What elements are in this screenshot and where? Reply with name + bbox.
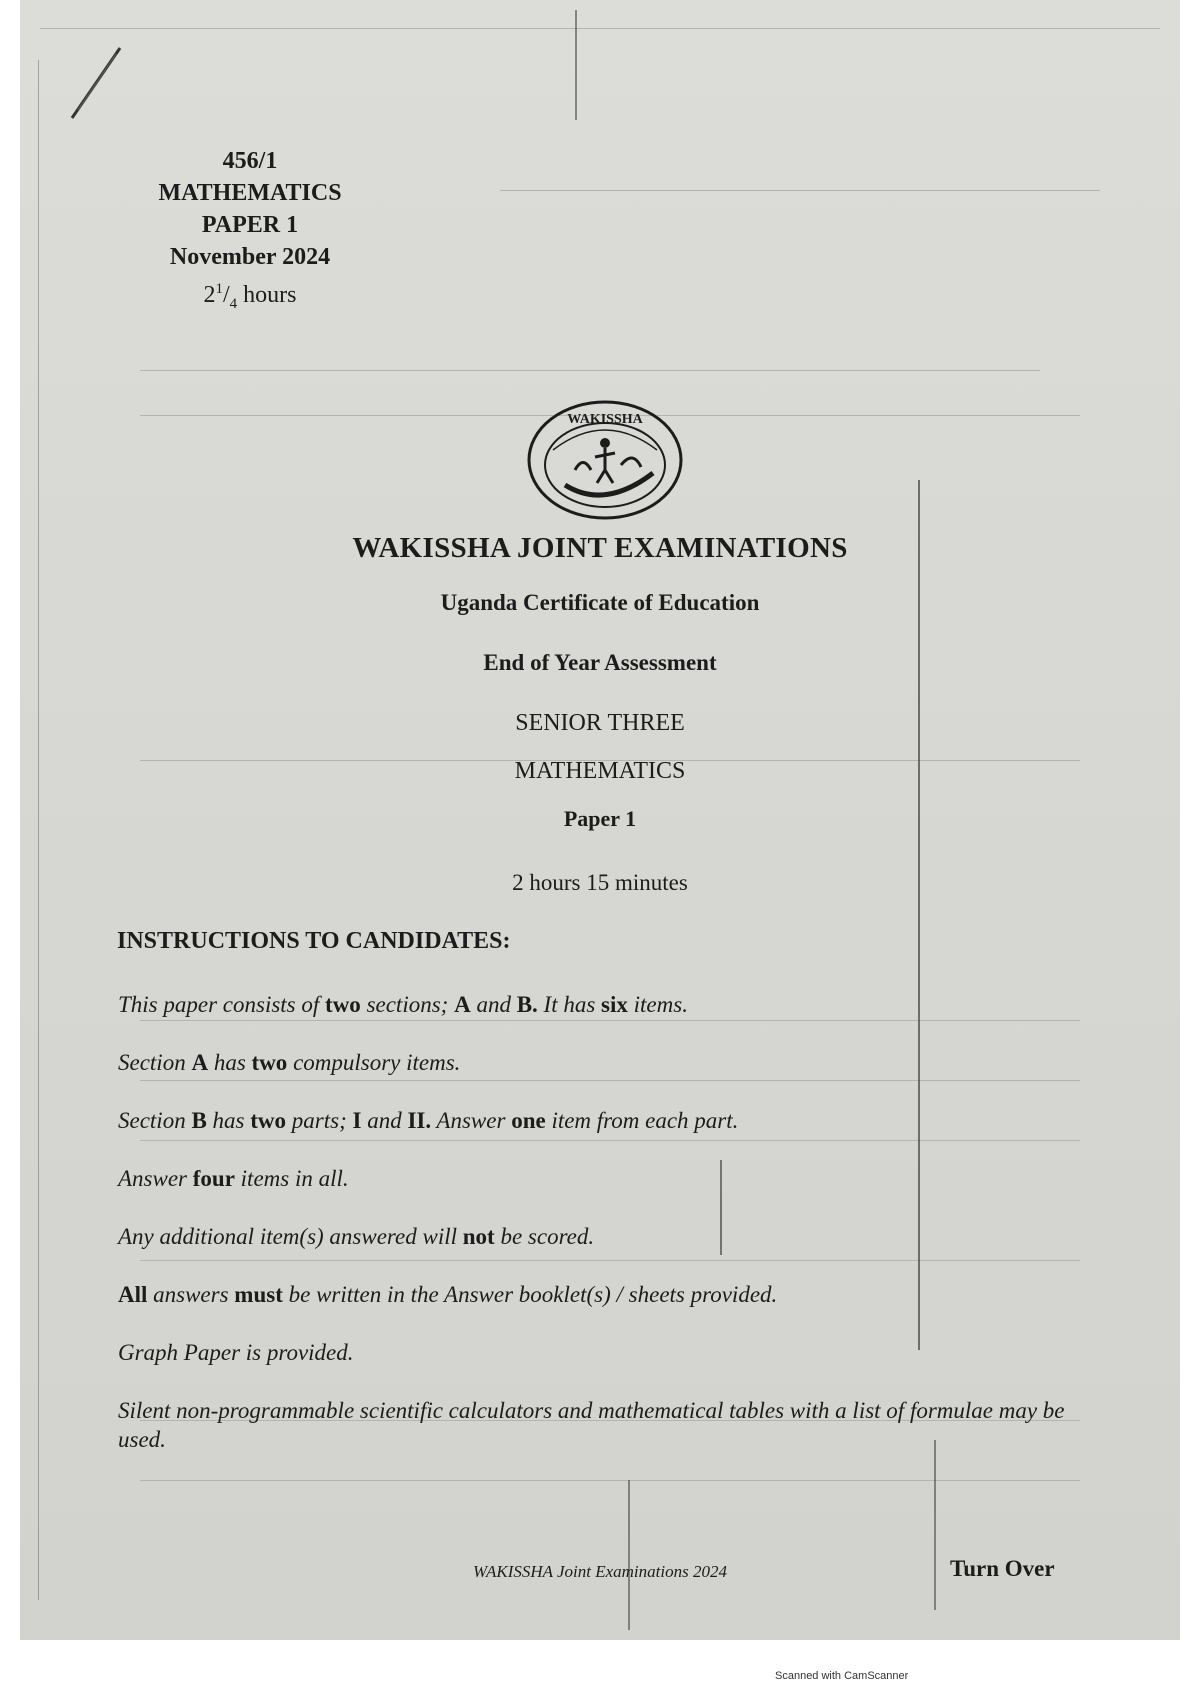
class-level: SENIOR THREE — [515, 710, 685, 736]
instructions-list — [118, 990, 1098, 1454]
instruction-item: Graph Paper is provided. — [118, 1340, 354, 1365]
scanner-watermark: Scanned with CamScanner — [775, 1670, 909, 1682]
paper-number: PAPER 1 — [201, 212, 299, 238]
exam-cover-page — [20, 0, 1180, 1640]
bleed-through-rule — [500, 190, 1100, 191]
paper-title: Paper 1 — [563, 806, 637, 831]
turn-over-label: Turn Over — [950, 1556, 1055, 1581]
instruction-item: Answer four items in all. — [118, 1166, 349, 1191]
instruction-item: This paper consists of two sections; A and B. It has six items. — [118, 992, 688, 1017]
paper-duration: $2^1/_4$ hours — [203, 281, 297, 312]
bleed-through-rule — [40, 28, 1160, 29]
fold-line — [934, 1440, 936, 1610]
exam-body-title: WAKISSHA JOINT EXAMINATIONS — [352, 532, 848, 564]
instructions-heading: INSTRUCTIONS TO CANDIDATES: — [117, 928, 511, 954]
paper-code: 456/1 — [222, 148, 278, 174]
fold-line — [628, 1480, 630, 1630]
paper-header — [120, 145, 380, 320]
paper-date: November 2024 — [169, 244, 331, 270]
footer-exam-body: WAKISSHA Joint Examinations 2024 — [473, 1562, 727, 1581]
instruction-item: Section A has two compulsory items. — [118, 1050, 461, 1075]
instruction-item: All answers must be written in the Answer booklet(s) / sheets provided. — [118, 1282, 778, 1307]
assessment-title: End of Year Assessment — [483, 650, 717, 675]
certificate-title: Uganda Certificate of Education — [440, 590, 760, 615]
wakissha-logo — [525, 395, 685, 525]
paper-subject: MATHEMATICS — [158, 180, 342, 206]
bleed-through-rule — [140, 1480, 1080, 1481]
bleed-through-rule — [140, 370, 1040, 371]
instruction-item: Section B has two parts; I and II. Answer one item from each part. — [118, 1108, 739, 1133]
exam-time: 2 hours 15 minutes — [512, 870, 688, 895]
fold-line — [575, 10, 577, 120]
pen-mark-icon — [60, 40, 130, 130]
instruction-item: Any additional item(s) answered will not be scored. — [118, 1224, 595, 1249]
svg-text:WAKISSHA: WAKISSHA — [567, 412, 643, 427]
subject-title: MATHEMATICS — [514, 758, 686, 784]
instruction-item: Silent non-programmable scientific calculators and mathematical tables with a list of formulae may be used. — [118, 1398, 1065, 1452]
